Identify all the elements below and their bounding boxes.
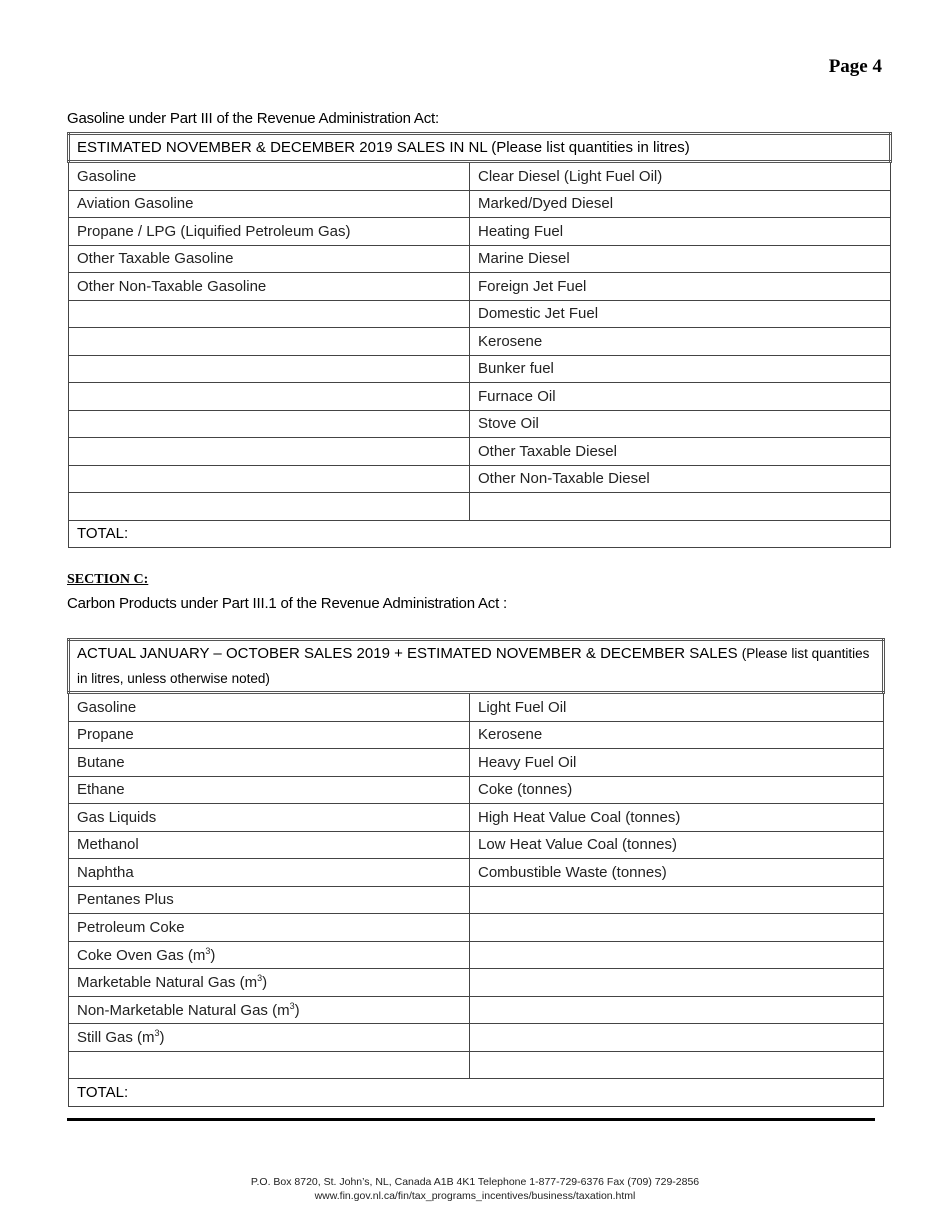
table-row bbox=[69, 831, 884, 859]
table-row bbox=[69, 300, 891, 328]
product-label: Petroleum Coke bbox=[77, 918, 185, 936]
carbon-product-cell bbox=[69, 1024, 470, 1052]
gasoline-table-header: ESTIMATED NOVEMBER & DECEMBER 2019 SALES IN NL (Please list quantities in litres) bbox=[69, 134, 891, 162]
carbon-product-cell: Heavy Fuel Oil bbox=[470, 749, 884, 777]
product-label: Ethane bbox=[77, 781, 125, 799]
table-row bbox=[69, 245, 891, 273]
carbon-products-heading: Carbon Products under Part III.1 of the Revenue Administration Act : bbox=[67, 595, 507, 612]
blank-entry-cell[interactable] bbox=[470, 996, 884, 1024]
fuel-type-cell: Foreign Jet Fuel bbox=[470, 273, 891, 301]
carbon-product-cell: Kerosene bbox=[470, 721, 884, 749]
blank-entry-cell[interactable] bbox=[69, 328, 470, 356]
product-label: Pentanes Plus bbox=[77, 891, 174, 909]
carbon-product-cell: Low Heat Value Coal (tonnes) bbox=[470, 831, 884, 859]
blank-entry-cell[interactable] bbox=[69, 438, 470, 466]
product-label: Propane bbox=[77, 726, 134, 744]
total-label: TOTAL: bbox=[69, 520, 891, 548]
total-label: TOTAL: bbox=[69, 1079, 884, 1107]
table-row bbox=[69, 721, 884, 749]
product-label: Gas Liquids bbox=[77, 808, 157, 826]
carbon-table-header-main: ACTUAL JANUARY – OCTOBER SALES 2019 + ESTIMATED NOVEMBER & DECEMBER SALES bbox=[77, 645, 738, 662]
footer-rule bbox=[67, 1118, 875, 1121]
carbon-product-cell: Combustible Waste (tonnes) bbox=[470, 859, 884, 887]
carbon-product-cell: Coke (tonnes) bbox=[470, 776, 884, 804]
table-row bbox=[69, 749, 884, 777]
carbon-product-cell bbox=[69, 749, 470, 777]
product-label: Gasoline bbox=[77, 698, 137, 716]
carbon-products-table bbox=[67, 638, 885, 1107]
carbon-product-cell bbox=[69, 996, 470, 1024]
table-row bbox=[69, 493, 891, 521]
table-row bbox=[69, 804, 884, 832]
table-row bbox=[69, 465, 891, 493]
product-label: Non-Marketable Natural Gas (m bbox=[77, 1001, 290, 1019]
table-row bbox=[69, 273, 891, 301]
blank-entry-cell[interactable] bbox=[69, 300, 470, 328]
carbon-product-cell bbox=[69, 969, 470, 997]
blank-entry-cell[interactable] bbox=[69, 383, 470, 411]
blank-entry-cell[interactable] bbox=[470, 941, 884, 969]
blank-entry-cell[interactable] bbox=[69, 493, 470, 521]
table-row bbox=[69, 383, 891, 411]
table-row bbox=[69, 914, 884, 942]
product-label: Naphtha bbox=[77, 863, 134, 881]
table-row bbox=[69, 438, 891, 466]
product-label: Marketable Natural Gas (m bbox=[77, 974, 258, 992]
unit-exponent: 3 bbox=[257, 973, 263, 984]
table-row bbox=[69, 859, 884, 887]
carbon-product-cell bbox=[69, 693, 470, 722]
blank-entry-cell[interactable] bbox=[69, 355, 470, 383]
table-header-row bbox=[69, 134, 891, 162]
fuel-type-cell: Marked/Dyed Diesel bbox=[470, 190, 891, 218]
unit-close-paren: ) bbox=[159, 1029, 165, 1047]
product-label: Still Gas (m bbox=[77, 1029, 155, 1047]
fuel-type-cell: Domestic Jet Fuel bbox=[470, 300, 891, 328]
fuel-type-cell: Other Non-Taxable Gasoline bbox=[69, 273, 470, 301]
carbon-table-header-note: (Please list quantities in litres, unless otherwise noted) bbox=[77, 646, 870, 686]
table-row bbox=[69, 693, 884, 722]
carbon-product-cell: High Heat Value Coal (tonnes) bbox=[470, 804, 884, 832]
table-header-row bbox=[69, 640, 884, 693]
blank-entry-cell[interactable] bbox=[470, 1024, 884, 1052]
total-row bbox=[69, 520, 891, 548]
table-row bbox=[69, 969, 884, 997]
carbon-product-cell bbox=[69, 776, 470, 804]
gasoline-sales-table bbox=[67, 132, 892, 548]
blank-entry-cell[interactable] bbox=[470, 1051, 884, 1079]
fuel-type-cell: Other Taxable Diesel bbox=[470, 438, 891, 466]
blank-entry-cell[interactable] bbox=[470, 914, 884, 942]
blank-entry-cell[interactable] bbox=[69, 465, 470, 493]
footer bbox=[0, 1175, 950, 1203]
footer-url[interactable]: www.fin.gov.nl.ca/fin/tax_programs_incentives/business/taxation.html bbox=[314, 1190, 636, 1202]
table-row bbox=[69, 996, 884, 1024]
table-row bbox=[69, 218, 891, 246]
fuel-type-cell: Heating Fuel bbox=[470, 218, 891, 246]
table-row bbox=[69, 190, 891, 218]
unit-close-paren: ) bbox=[210, 946, 216, 964]
table-row bbox=[69, 776, 884, 804]
table-row bbox=[69, 1051, 884, 1079]
blank-entry-cell[interactable] bbox=[470, 969, 884, 997]
blank-entry-cell[interactable] bbox=[69, 1051, 470, 1079]
fuel-type-cell: Propane / LPG (Liquified Petroleum Gas) bbox=[69, 218, 470, 246]
carbon-product-cell: Light Fuel Oil bbox=[470, 693, 884, 722]
table-row bbox=[69, 941, 884, 969]
fuel-type-cell: Furnace Oil bbox=[470, 383, 891, 411]
fuel-type-cell: Kerosene bbox=[470, 328, 891, 356]
carbon-product-cell bbox=[69, 914, 470, 942]
product-label: Coke Oven Gas (m bbox=[77, 946, 206, 964]
total-row bbox=[69, 1079, 884, 1107]
fuel-type-cell: Clear Diesel (Light Fuel Oil) bbox=[470, 162, 891, 191]
unit-close-paren: ) bbox=[262, 974, 268, 992]
product-label: Methanol bbox=[77, 836, 139, 854]
table-row bbox=[69, 886, 884, 914]
fuel-type-cell: Other Taxable Gasoline bbox=[69, 245, 470, 273]
table-row bbox=[69, 410, 891, 438]
fuel-type-cell: Aviation Gasoline bbox=[69, 190, 470, 218]
carbon-product-cell bbox=[69, 721, 470, 749]
fuel-type-cell: Other Non-Taxable Diesel bbox=[470, 465, 891, 493]
footer-address: P.O. Box 8720, St. John’s, NL, Canada A1B 4K1 Telephone 1-877-729-6376 Fax (709) 729-2856 bbox=[250, 1176, 700, 1188]
unit-exponent: 3 bbox=[205, 945, 211, 956]
carbon-product-cell bbox=[69, 831, 470, 859]
carbon-product-cell bbox=[69, 859, 470, 887]
page-number: Page 4 bbox=[828, 56, 882, 77]
blank-entry-cell[interactable] bbox=[470, 886, 884, 914]
carbon-product-cell bbox=[69, 804, 470, 832]
carbon-table-header bbox=[69, 640, 884, 693]
product-label: Butane bbox=[77, 753, 125, 771]
table-row bbox=[69, 355, 891, 383]
table-row bbox=[69, 162, 891, 191]
blank-entry-cell[interactable] bbox=[69, 410, 470, 438]
carbon-product-cell bbox=[69, 941, 470, 969]
table-row bbox=[69, 1024, 884, 1052]
section-c-label: SECTION C: bbox=[67, 572, 149, 587]
unit-close-paren: ) bbox=[294, 1001, 300, 1019]
blank-entry-cell[interactable] bbox=[470, 493, 891, 521]
fuel-type-cell: Marine Diesel bbox=[470, 245, 891, 273]
gasoline-heading: Gasoline under Part III of the Revenue Administration Act: bbox=[67, 110, 439, 127]
fuel-type-cell: Bunker fuel bbox=[470, 355, 891, 383]
table-row bbox=[69, 328, 891, 356]
fuel-type-cell: Gasoline bbox=[69, 162, 470, 191]
unit-exponent: 3 bbox=[289, 1000, 295, 1011]
fuel-type-cell: Stove Oil bbox=[470, 410, 891, 438]
carbon-product-cell bbox=[69, 886, 470, 914]
unit-exponent: 3 bbox=[154, 1028, 160, 1039]
